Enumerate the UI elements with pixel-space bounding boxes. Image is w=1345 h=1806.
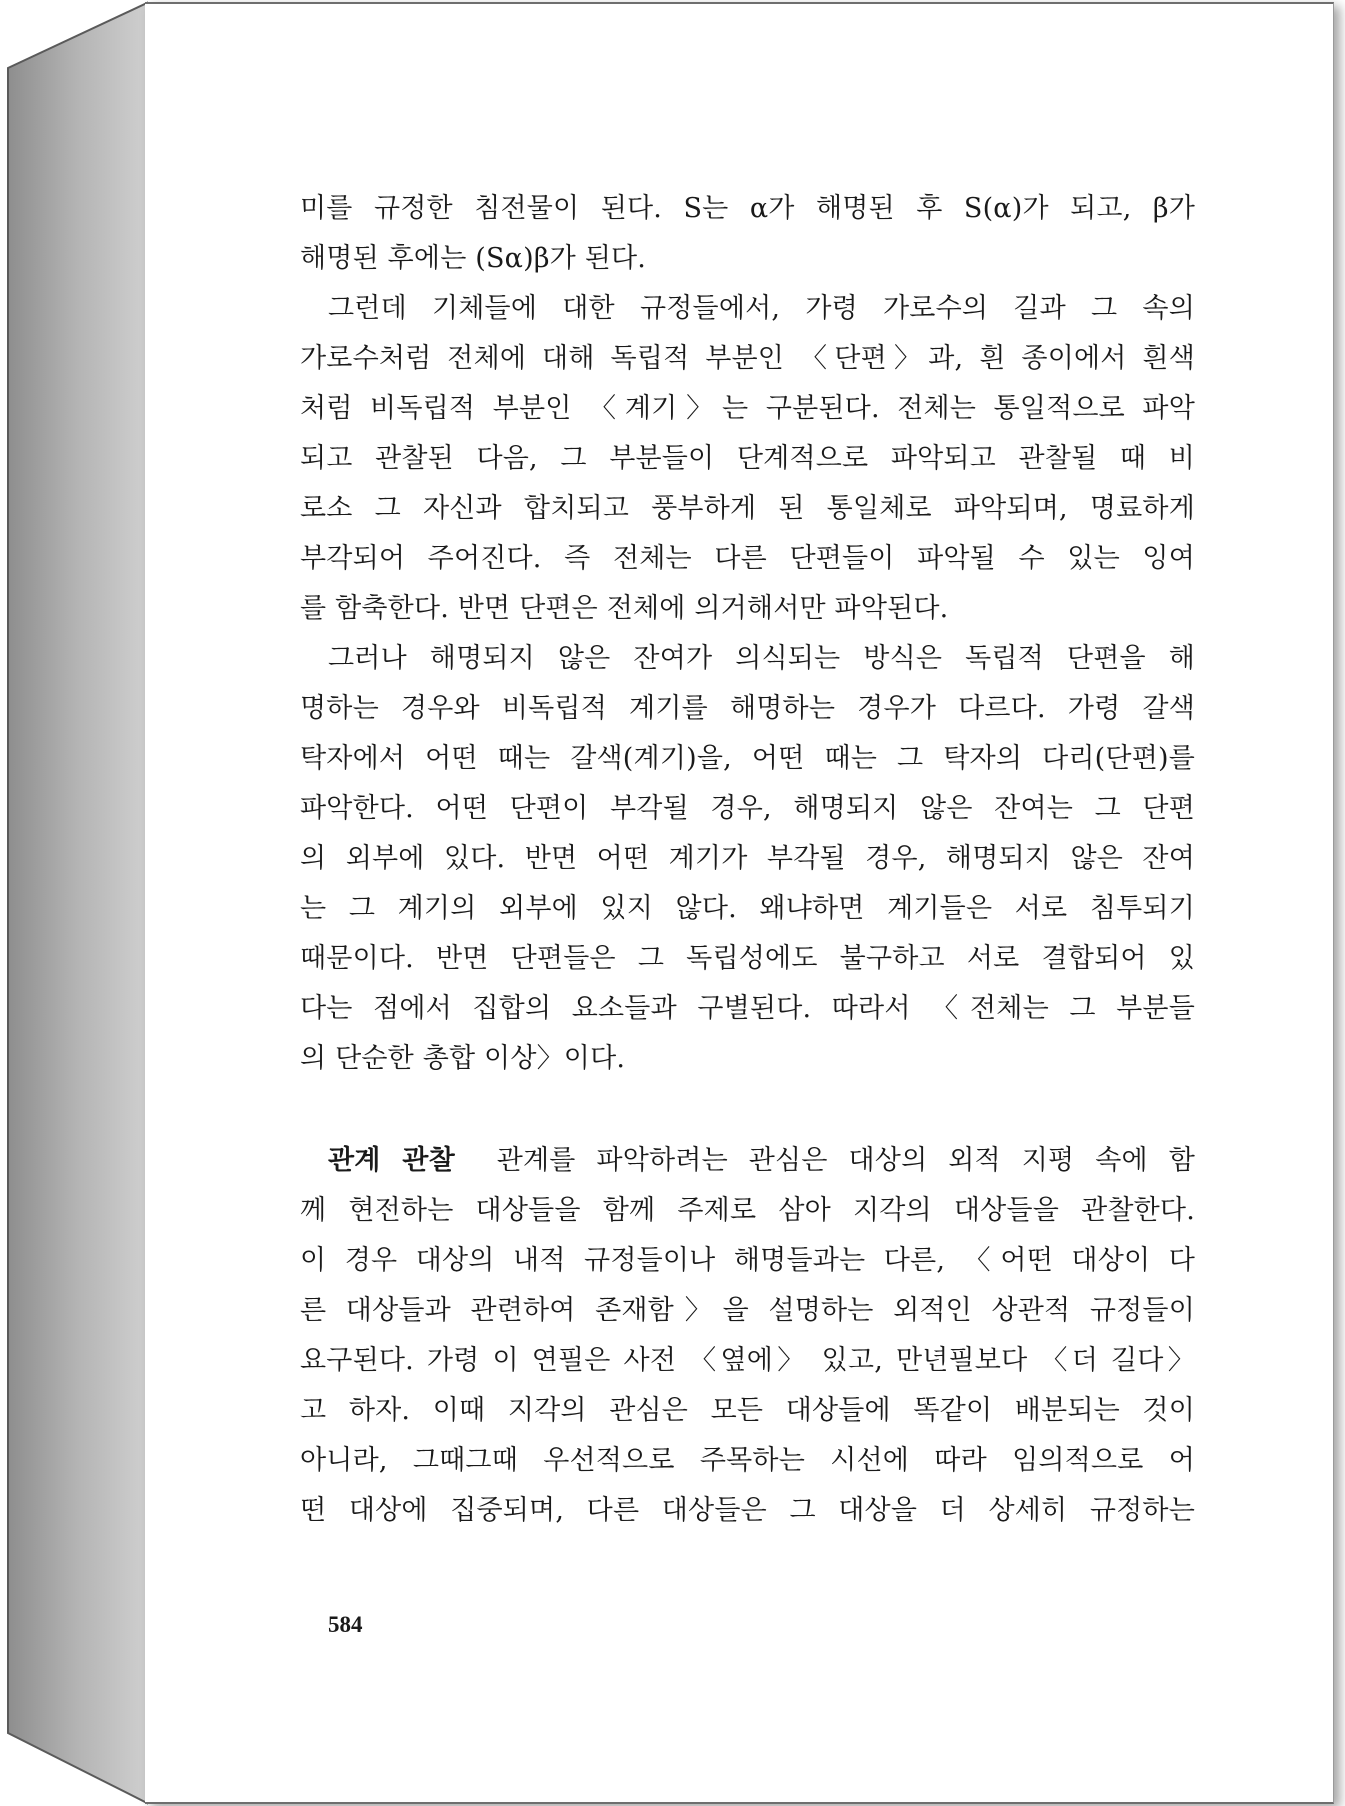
text-line: 탁자에서 어떤 때는 갈색(계기)을, 어떤 때는 그 탁자의 다리(단편)를 bbox=[300, 743, 1195, 774]
section-first-line-text: 관계를 파악하려는 관심은 대상의 외적 지평 속에 함 bbox=[496, 1145, 1195, 1176]
text-line: 처럼 비독립적 부분인 〈계기〉는 구분된다. 전체는 통일적으로 파악 bbox=[300, 393, 1195, 424]
text-line: 께 현전하는 대상들을 함께 주제로 삼아 지각의 대상들을 관찰한다. bbox=[300, 1195, 1195, 1226]
text-line: 되고 관찰된 다음, 그 부분들이 단계적으로 파악되고 관찰될 때 비 bbox=[300, 443, 1195, 474]
text-line: 떤 대상에 집중되며, 다른 대상들은 그 대상을 더 상세히 규정하는 bbox=[300, 1495, 1195, 1526]
book-spine bbox=[0, 0, 150, 1806]
text-line: 고 하자. 이때 지각의 관심은 모든 대상들에 똑같이 배분되는 것이 bbox=[300, 1395, 1195, 1426]
text-line: 아니라, 그때그때 우선적으로 주목하는 시선에 따라 임의적으로 어 bbox=[300, 1445, 1195, 1476]
page-number: 584 bbox=[328, 1612, 363, 1637]
text-line: 때문이다. 반면 단편들은 그 독립성에도 불구하고 서로 결합되어 있 bbox=[300, 943, 1195, 974]
text-line: 른 대상들과 관련하여 존재함〉을 설명하는 외적인 상관적 규정들이 bbox=[300, 1295, 1195, 1326]
text-line: 다는 점에서 집합의 요소들과 구별된다. 따라서 〈전체는 그 부분들 bbox=[300, 993, 1195, 1024]
text-line: 미를 규정한 침전물이 된다. S는 α가 해명된 후 S(α)가 되고, β가 bbox=[300, 193, 1195, 224]
section-heading: 관계 관찰 bbox=[328, 1145, 455, 1176]
text-line: 그런데 기체들에 대한 규정들에서, 가령 가로수의 길과 그 속의 bbox=[328, 293, 1195, 324]
text-line: 파악한다. 어떤 단편이 부각될 경우, 해명되지 않은 잔여는 그 단편 bbox=[300, 793, 1195, 824]
book-spine-graphic bbox=[0, 0, 150, 1806]
paragraph-3 bbox=[300, 634, 1195, 1084]
book-page bbox=[145, 2, 1334, 1804]
text-line: 명하는 경우와 비독립적 계기를 해명하는 경우가 다르다. 가령 갈색 bbox=[300, 693, 1195, 724]
text-line: 의 단순한 총합 이상〉이다. bbox=[300, 1043, 626, 1074]
paragraph-1 bbox=[300, 184, 1195, 284]
section-gap bbox=[300, 1084, 1195, 1136]
section-relation-observation bbox=[300, 1136, 1195, 1536]
text-line bbox=[300, 1136, 1195, 1186]
text-line: 를 함축한다. 반면 단편은 전체에 의거해서만 파악된다. bbox=[300, 593, 949, 624]
text-line: 는 그 계기의 외부에 있지 않다. 왜냐하면 계기들은 서로 침투되기 bbox=[300, 893, 1195, 924]
text-line: 부각되어 주어진다. 즉 전체는 다른 단편들이 파악될 수 있는 잉여 bbox=[300, 543, 1195, 574]
text-line: 해명된 후에는 (Sα)β가 된다. bbox=[300, 243, 647, 274]
text-line: 이 경우 대상의 내적 규정들이나 해명들과는 다른, 〈어떤 대상이 다 bbox=[300, 1245, 1195, 1276]
page-body bbox=[300, 184, 1195, 1536]
text-line: 로소 그 자신과 합치되고 풍부하게 된 통일체로 파악되며, 명료하게 bbox=[300, 493, 1195, 524]
text-line: 가로수처럼 전체에 대해 독립적 부분인 〈단편〉과, 흰 종이에서 흰색 bbox=[300, 343, 1195, 374]
text-line: 요구된다. 가령 이 연필은 사전 〈옆에〉 있고, 만년필보다 〈더 길다〉 bbox=[300, 1345, 1195, 1376]
text-line: 그러나 해명되지 않은 잔여가 의식되는 방식은 독립적 단편을 해 bbox=[328, 643, 1195, 674]
text-line: 의 외부에 있다. 반면 어떤 계기가 부각될 경우, 해명되지 않은 잔여 bbox=[300, 843, 1195, 874]
paragraph-2 bbox=[300, 284, 1195, 634]
